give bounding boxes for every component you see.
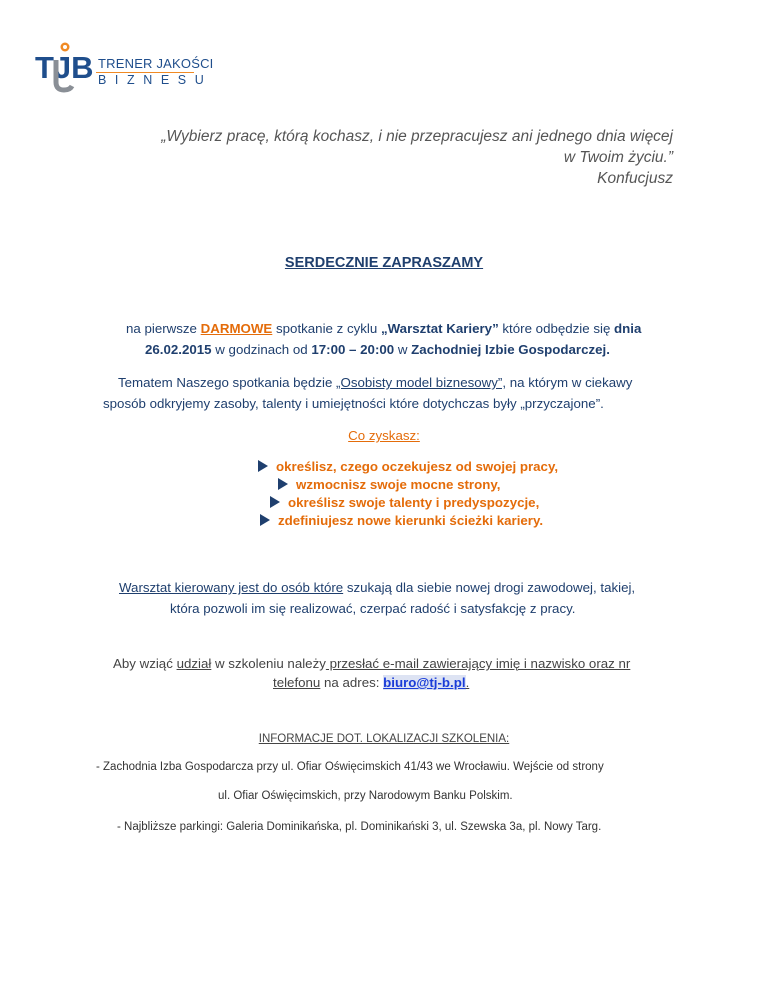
event-time: 17:00 – 20:00 (311, 342, 395, 357)
invite-text: na pierwsze (126, 321, 201, 336)
topic-line-1 (118, 375, 632, 390)
gain-item-text: zdefiniujesz nowe kierunki ścieżki kariery. (278, 513, 544, 528)
invite-text: które odbędzie się (498, 321, 615, 336)
signup-highlight: telefonu (273, 675, 321, 690)
audience-highlight: Warsztat kierowany jest do osób które (119, 580, 344, 595)
location-info-title: INFORMACJE DOT. LOKALIZACJI SZKOLENIA: (258, 733, 510, 745)
invite-line-2 (145, 342, 610, 357)
email-link[interactable]: biuro@tj-b.pl (383, 675, 466, 690)
gain-item (270, 495, 539, 510)
gain-item (258, 459, 558, 474)
invite-line-1 (126, 321, 641, 336)
event-place: Zachodniej Izbie Gospodarczej. (411, 342, 610, 357)
gains-title: Co zyskasz: (348, 428, 420, 443)
arrow-bullet-icon (278, 478, 288, 490)
quote-line-2: w Twoim życiu.” (563, 149, 673, 166)
signup-text: Aby wziąć (113, 656, 177, 671)
arrow-bullet-icon (258, 460, 268, 472)
topic-text: Tematem Naszego spotkania będzie (118, 375, 337, 390)
invite-text: w (394, 342, 412, 357)
topic-text: na którym w ciekawy (506, 375, 633, 390)
topic-name: „Osobisty model biznesowy”, (336, 375, 507, 390)
gain-item-text: określisz swoje talenty i predyspozycje, (288, 495, 540, 510)
series-name: „Warsztat Kariery” (380, 321, 499, 336)
signup-text: . (465, 675, 470, 690)
invite-text: w godzinach od (211, 342, 312, 357)
page-title: SERDECZNIE ZAPRASZAMY (284, 255, 484, 271)
event-date: 26.02.2015 (145, 342, 212, 357)
gain-item (278, 477, 500, 492)
signup-line-1 (113, 656, 630, 671)
signup-highlight: przesłać e-mail zawierający imię i nazwisko oraz nr (325, 656, 631, 671)
audience-line-1 (119, 580, 635, 595)
invite-day-word: dnia (614, 321, 642, 336)
audience-line-2: która pozwoli im się realizować, czerpać radość i satysfakcję z pracy. (170, 601, 576, 616)
arrow-bullet-icon (260, 514, 270, 526)
signup-text: na adres: (320, 675, 384, 690)
quote-author: Konfucjusz (597, 170, 673, 187)
logo-mark-text: TJB (35, 50, 94, 85)
invite-text: spotkanie z cyklu (272, 321, 381, 336)
gain-item-text: określisz, czego oczekujesz od swojej pracy, (276, 459, 559, 474)
parking-line: - Najbliższe parkingi: Galeria Dominikańska, pl. Dominikański 3, ul. Szewska 3a, pl. Nowy Targ. (117, 821, 602, 833)
logo (34, 42, 214, 94)
topic-line-2: sposób odkryjemy zasoby, talenty i umiejętności które dotychczas były „przyczajone”. (103, 396, 604, 411)
logo-line-2: BIZNESU (98, 73, 213, 87)
logo-line-1: TRENER JAKOŚCI (98, 56, 214, 71)
location-line-2: ul. Ofiar Oświęcimskich, przy Narodowym Banku Polskim. (218, 790, 513, 802)
arrow-bullet-icon (270, 496, 280, 508)
signup-text: w szkoleniu należy (211, 656, 326, 671)
free-badge: DARMOWE (200, 321, 273, 336)
gain-item-text: wzmocnisz swoje mocne strony, (296, 477, 501, 492)
tjb-logo-mark (34, 42, 96, 94)
quote-line-1: „Wybierz pracę, którą kochasz, i nie przepracujesz ani jednego dnia więcej (161, 128, 673, 145)
signup-highlight: udział (176, 656, 212, 671)
gain-item (260, 513, 543, 528)
signup-line-2 (273, 675, 469, 690)
audience-text: szukają dla siebie nowej drogi zawodowej, takiej, (343, 580, 636, 595)
location-line-1: - Zachodnia Izba Gospodarcza przy ul. Ofiar Oświęcimskich 41/43 we Wrocławiu. Wejście od strony (96, 761, 604, 773)
